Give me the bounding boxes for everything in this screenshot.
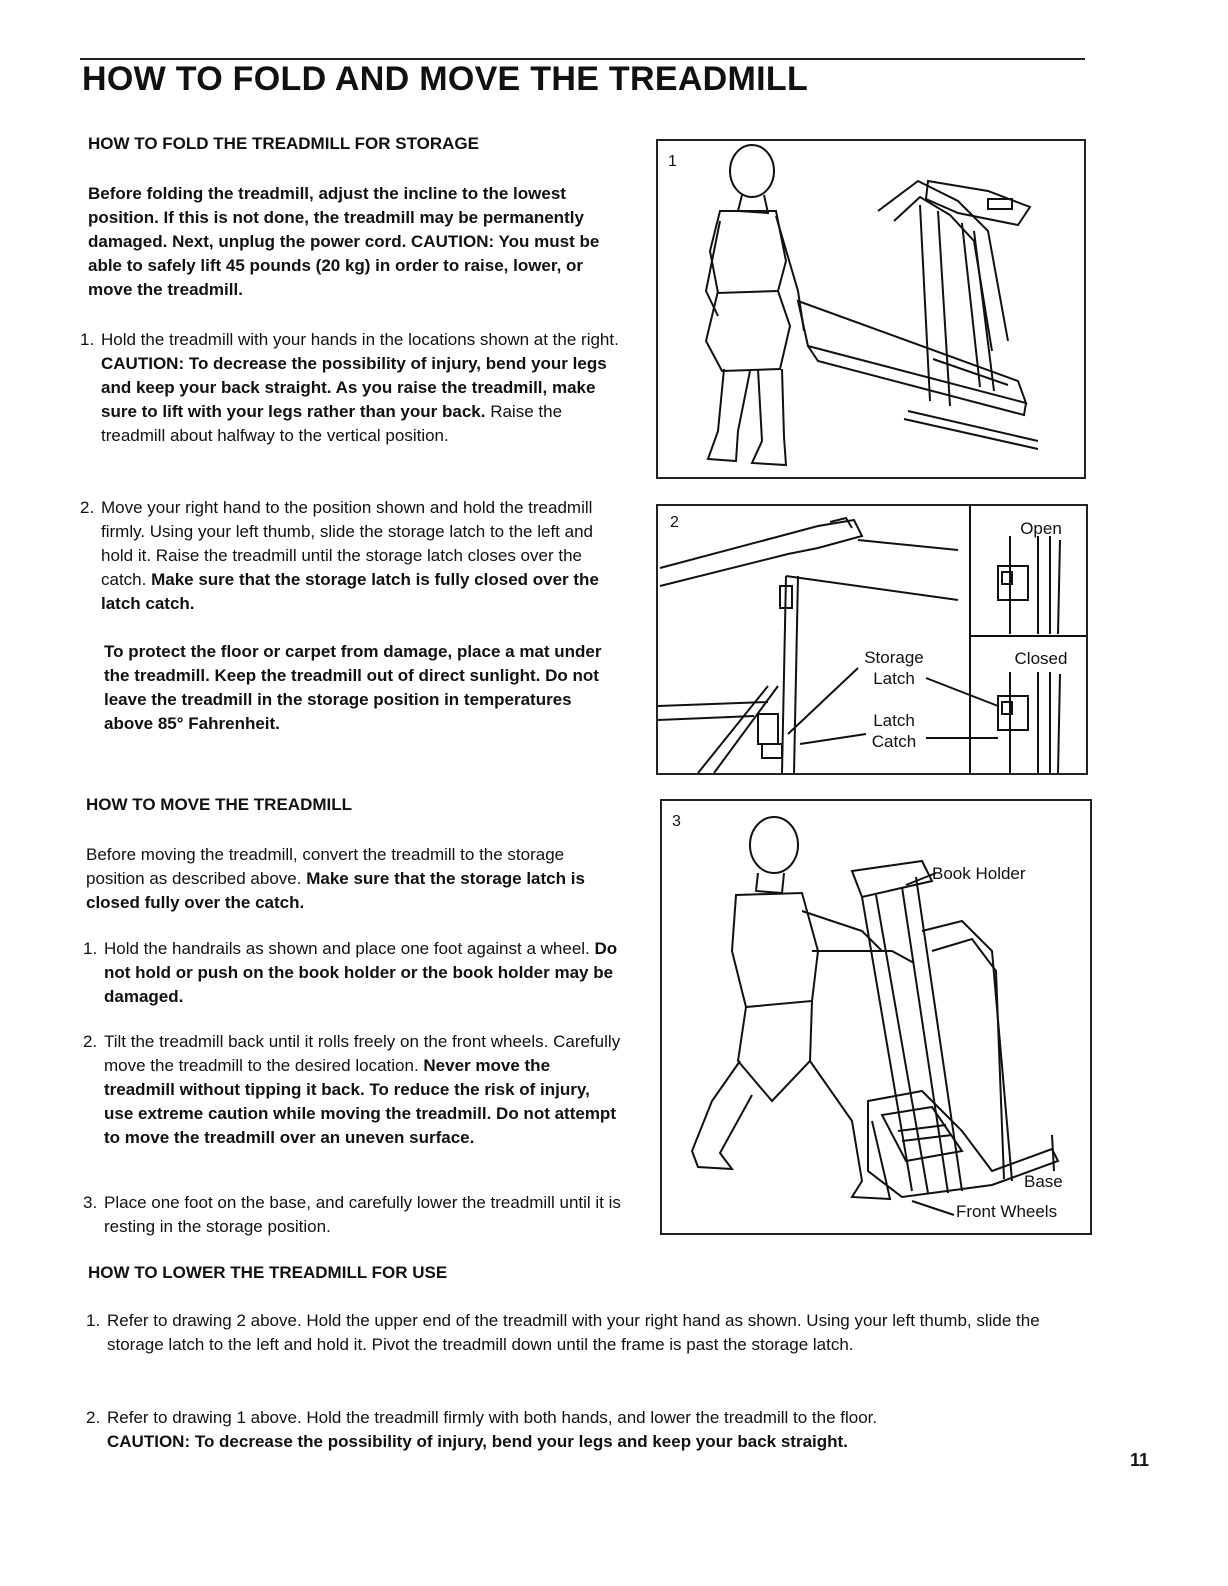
label-latch-catch xyxy=(844,710,944,752)
fold-step-2-note: Make sure that the storage latch is fully closed over the latch catch. xyxy=(101,570,599,613)
lower-step-2-text: Refer to drawing 1 above. Hold the treadmill firmly with both hands, and lower the treadmill to the floor. xyxy=(107,1408,878,1427)
fold-protect-note: To protect the floor or carpet from damage, place a mat under the treadmill. Keep the treadmill out of direct sunlight. Do not leave the treadmill in the storage position in temperatures above 85° Fahrenheit. xyxy=(104,642,602,733)
fold-step-2-text: Move your right hand to the position shown and hold the treadmill firmly. Using your left thumb, slide the storage latch to the left and hold it. Raise the treadmill until the storage latch closes over the catch. xyxy=(101,498,593,589)
move-heading: HOW TO MOVE THE TREADMILL xyxy=(86,795,353,814)
fold-heading: HOW TO FOLD THE TREADMILL FOR STORAGE xyxy=(88,134,479,153)
move-step-3-number: 3. xyxy=(83,1193,98,1212)
label-closed: Closed xyxy=(1014,649,1068,668)
fold-step-1-caution: CAUTION: To decrease the possibility of injury, bend your legs and keep your back straight. As you raise the treadmill, make sure to lift with your legs rather than your back. xyxy=(101,354,607,421)
fold-step-1 xyxy=(80,328,625,448)
label-storage-latch-line2: Latch xyxy=(873,669,915,688)
page-title: HOW TO FOLD AND MOVE THE TREADMILL xyxy=(82,60,809,98)
figure-3-number: 3 xyxy=(672,813,681,830)
fold-step-1-text-end: Raise the treadmill about halfway to the vertical position. xyxy=(101,402,563,445)
move-step-2-number: 2. xyxy=(83,1032,98,1051)
fold-intro: Before folding the treadmill, adjust the incline to the lowest position. If this is not done, the treadmill may be permanently damaged. Next, unplug the power cord. CAUTION: You must be able to safely lift 45 pounds (20 kg) in order to raise, lower, or move the treadmill. xyxy=(88,184,600,299)
label-book-holder: Book Holder xyxy=(932,864,1026,883)
move-intro-note: Make sure that the storage latch is closed fully over the catch. xyxy=(86,869,585,912)
fold-step-1-text: Hold the treadmill with your hands in the locations shown at the right. xyxy=(101,330,619,349)
figure-1 xyxy=(656,139,1086,479)
move-step-3 xyxy=(83,1191,628,1239)
move-intro xyxy=(86,843,626,915)
lower-step-1-number: 1. xyxy=(86,1311,101,1330)
move-step-1 xyxy=(83,937,623,1009)
move-step-2-text: Tilt the treadmill back until it rolls freely on the front wheels. Carefully move the treadmill to the desired location. xyxy=(104,1032,621,1075)
figure-3 xyxy=(660,799,1092,1235)
lower-step-2-number: 2. xyxy=(86,1408,101,1427)
label-storage-latch-line1: Storage xyxy=(864,648,924,667)
lower-heading: HOW TO LOWER THE TREADMILL FOR USE xyxy=(88,1263,448,1282)
label-latch-catch-line1: Latch xyxy=(873,711,915,730)
fold-step-2 xyxy=(80,496,610,616)
move-step-3-text: Place one foot on the base, and carefully lower the treadmill until it is resting in the storage position. xyxy=(104,1193,621,1236)
lower-step-2 xyxy=(86,1406,1096,1454)
figure-2-number: 2 xyxy=(670,514,679,531)
label-base: Base xyxy=(1024,1172,1063,1191)
fold-step-2-number: 2. xyxy=(80,498,95,517)
lower-step-1 xyxy=(86,1309,1096,1357)
label-open: Open xyxy=(1020,519,1062,538)
move-step-1-number: 1. xyxy=(83,939,98,958)
figure-1-illustration xyxy=(658,141,1084,477)
figure-1-number: 1 xyxy=(668,153,677,170)
move-step-2-warning: Never move the treadmill without tipping it back. To reduce the risk of injury, use extreme caution while moving the treadmill. Do not attempt to move the treadmill over an uneven surface. xyxy=(104,1056,616,1147)
label-latch-catch-line2: Catch xyxy=(871,732,917,751)
move-step-1-text: Hold the handrails as shown and place one foot against a wheel. xyxy=(104,939,590,958)
fold-step-1-number: 1. xyxy=(80,330,95,349)
lower-step-2-caution: CAUTION: To decrease the possibility of injury, bend your legs and keep your back straight. xyxy=(107,1432,848,1451)
figure-2 xyxy=(656,504,1088,775)
label-storage-latch xyxy=(844,647,944,689)
lower-step-1-text: Refer to drawing 2 above. Hold the upper end of the treadmill with your right hand as shown. Using your left thumb, slide the storage latch to the left and hold it. Pivot the treadmill down until the frame is past the storage latch. xyxy=(107,1311,1040,1354)
page-number: 11 xyxy=(1130,1450,1150,1470)
move-step-2 xyxy=(83,1030,623,1150)
move-step-1-warning: Do not hold or push on the book holder or the book holder may be damaged. xyxy=(104,939,618,1006)
move-intro-text: Before moving the treadmill, convert the treadmill to the storage position as described above. xyxy=(86,845,565,888)
label-front-wheels: Front Wheels xyxy=(956,1202,1058,1221)
